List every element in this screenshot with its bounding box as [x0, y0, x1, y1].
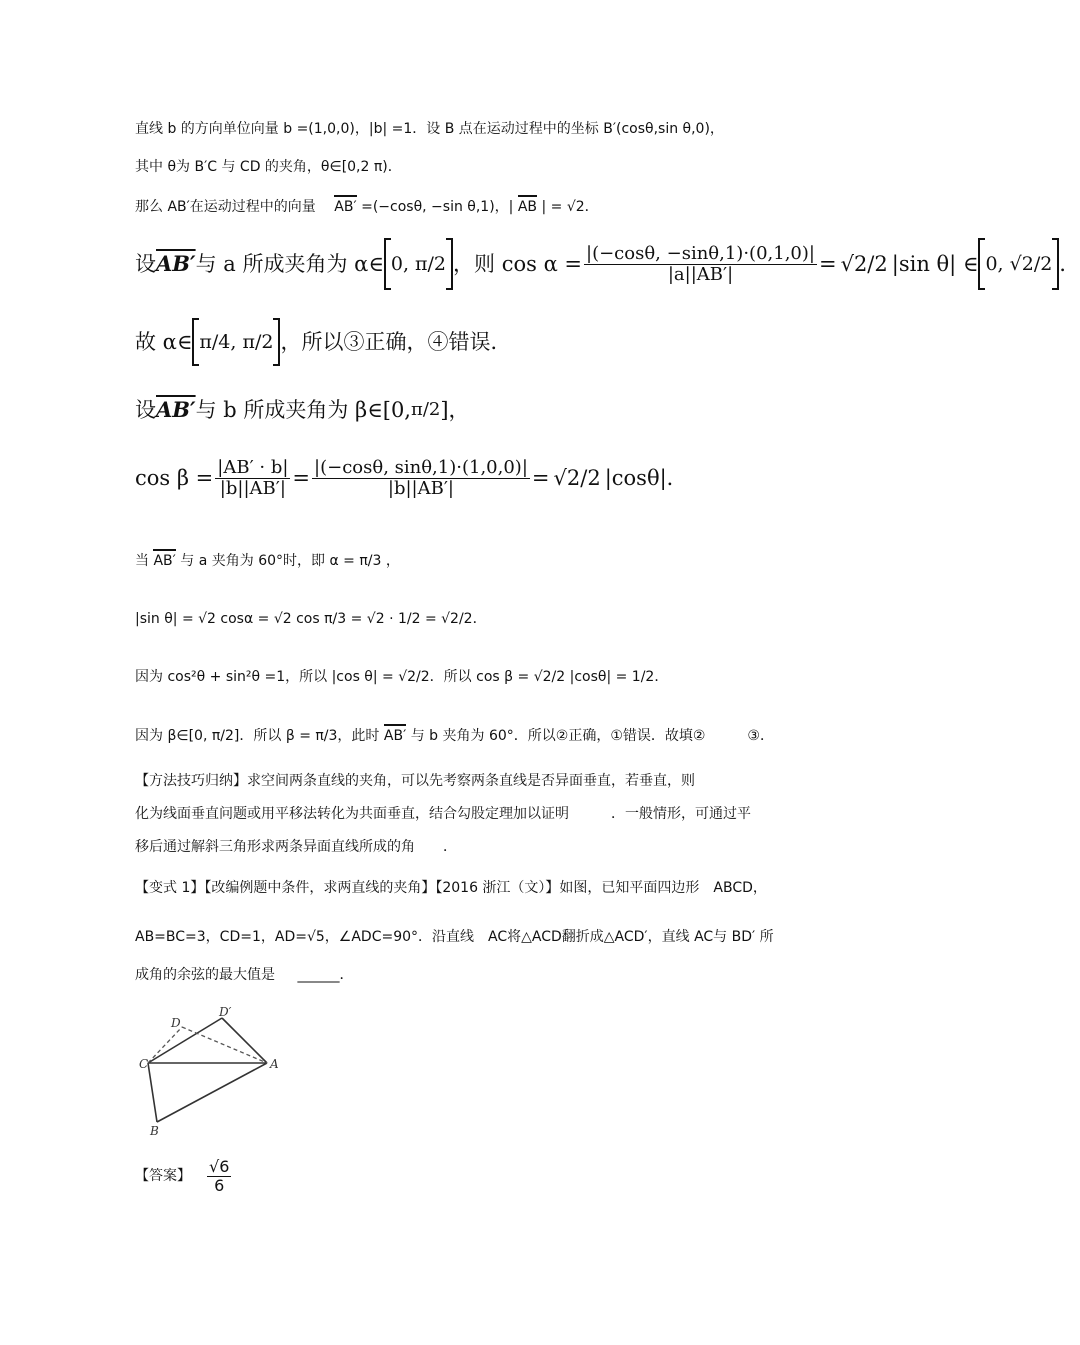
l4-denominator: |a||AB′| — [667, 263, 734, 285]
l7-sqrt2-half: √2/2 — [553, 466, 601, 491]
edge-b-a — [157, 1063, 267, 1122]
text-line-9: |sin θ| = √2 cosα = √2 cos π/3 = √2 · 1/2 = √2/2． — [135, 611, 487, 627]
text-line-3 — [135, 198, 599, 216]
l11-text-a: 因为 β∈[0, π/2]．所以 β = π/3，此时 — [135, 728, 380, 744]
l4-text-e: ，则 cos α = — [453, 252, 583, 276]
l8-text-a: 当 — [135, 553, 149, 569]
text-line-10: 因为 cos²θ + sin²θ =1，所以 |cos θ| = √2/2．所以 cos β = √2/2 |cosθ| = 1/2． — [135, 669, 669, 685]
l4-text-a: 设 — [135, 252, 156, 276]
variant-text: 成角的余弦的最大值是 — [135, 967, 275, 983]
label-c: C — [139, 1057, 149, 1071]
l8-pi-third: π/3 — [359, 553, 382, 569]
l3-text-a: 那么 AB′在运动过程中的向量 — [135, 199, 316, 215]
l7-denominator-1: |b||AB′| — [219, 477, 286, 499]
l4-text-c: 与 a 所成夹角为 α∈ — [195, 252, 384, 276]
l8-text-c: 与 a 夹角为 60°时，即 α = — [180, 553, 355, 569]
l8-text-e: ， — [385, 553, 400, 569]
l4-abs-sin: |sin θ| ∈ — [891, 252, 979, 276]
l4-sqrt2-half: √2/2 — [840, 252, 888, 276]
l4-interval-2: 0, √2/2 — [985, 253, 1053, 275]
answer-denominator: 6 — [214, 1175, 225, 1195]
formula-cos-beta — [135, 458, 688, 499]
method-line-3: 移后通过解斜三角形求两条异面直线所成的角 ． — [135, 839, 457, 855]
l6-text-a: 设 — [135, 398, 156, 422]
text-line-11 — [135, 727, 774, 745]
l7-abs-cos: |cosθ|． — [604, 466, 688, 491]
l4-vector: AB′ — [156, 251, 196, 276]
l7-eq-2: = — [531, 466, 550, 491]
folded-quadrilateral-figure — [135, 1005, 295, 1140]
label-d-prime: D′ — [219, 1005, 232, 1019]
l8-vector: AB′ — [153, 553, 176, 569]
method-line-1: 【方法技巧归纳】求空间两条直线的夹角，可以先考察两条直线是否异面垂直，若垂直，则 — [135, 773, 695, 789]
formula-cos-alpha — [135, 238, 1080, 290]
l5-text-a: 故 α∈ — [135, 330, 193, 354]
l11-text-c: 与 b 夹角为 60°．所以②正确，①错误．故填② ③． — [410, 728, 774, 744]
variant-line-3 — [135, 966, 353, 984]
l4-numerator: |(−cosθ, −sinθ,1)·(0,1,0)| — [586, 242, 815, 264]
answer-numerator: √6 — [209, 1157, 230, 1176]
set-beta — [135, 396, 470, 424]
answer-row — [135, 1158, 233, 1194]
edge-c-dprime — [148, 1018, 222, 1063]
conclusion-alpha — [135, 318, 511, 366]
vector-ab-prime: AB′ — [334, 199, 357, 215]
l4-eq: = — [818, 252, 837, 276]
l4-interval-1: 0, π/2 — [390, 253, 447, 275]
l11-vector: AB′ — [383, 728, 407, 744]
variant-line-2: AB=BC=3，CD=1，AD=√5，∠ADC=90°．沿直线 AC将△ACD翻折成△ACD′，直线 AC与 BD′ 所 — [135, 929, 774, 945]
text-line-2: 其中 θ为 B′C 与 CD 的夹角，θ∈[0,2 π)． — [135, 159, 402, 175]
l4-period: ． — [1059, 252, 1080, 276]
label-b: B — [150, 1124, 159, 1138]
answer-blank: ______． — [297, 967, 354, 983]
l6-pi-half: π/2 — [410, 399, 441, 420]
label-d: D — [171, 1016, 181, 1030]
l7-eq: = — [292, 466, 311, 491]
variant-line-1: 【变式 1】【改编例题中条件，求两直线的夹角】【2016 浙江（文）】如图，已知平面四边形 ABCD， — [135, 880, 767, 896]
l7-numerator-2: |(−cosθ, sinθ,1)·(1,0,0)| — [314, 457, 528, 478]
l3-text-e: | = √2． — [541, 199, 599, 215]
text-line-8 — [135, 552, 400, 570]
edge-c-b — [148, 1063, 157, 1122]
l6-text-e: ]， — [440, 398, 470, 422]
l3-text-c: =(−cosθ, −sin θ,1)，| — [361, 199, 514, 215]
edge-d-a-dashed — [182, 1027, 267, 1063]
method-line-2: 化为线面垂直问题或用平移法转化为共面垂直，结合勾股定理加以证明 ．一般情形，可通过平 — [135, 806, 751, 822]
vector-ab: AB — [517, 199, 538, 215]
l7-denominator-2: |b||AB′| — [387, 477, 454, 499]
l5-text-c: ，所以③正确，④错误． — [280, 330, 512, 354]
answer-label: 【答案】 — [135, 1168, 191, 1185]
label-a: A — [270, 1057, 279, 1071]
l5-interval: π/4, π/2 — [199, 331, 274, 353]
l6-vector: AB′ — [156, 397, 196, 422]
l6-text-c: 与 b 所成夹角为 β∈[0, — [195, 398, 411, 422]
l7-numerator-1: |AB′ · b| — [217, 457, 289, 478]
l7-text-a: cos β = — [135, 466, 214, 491]
edge-dprime-a — [222, 1018, 267, 1063]
text-line-1: 直线 b 的方向单位向量 b =(1,0,0)，|b| =1．设 B 点在运动过程中的坐标 B′(cosθ,sin θ,0)， — [135, 121, 724, 137]
